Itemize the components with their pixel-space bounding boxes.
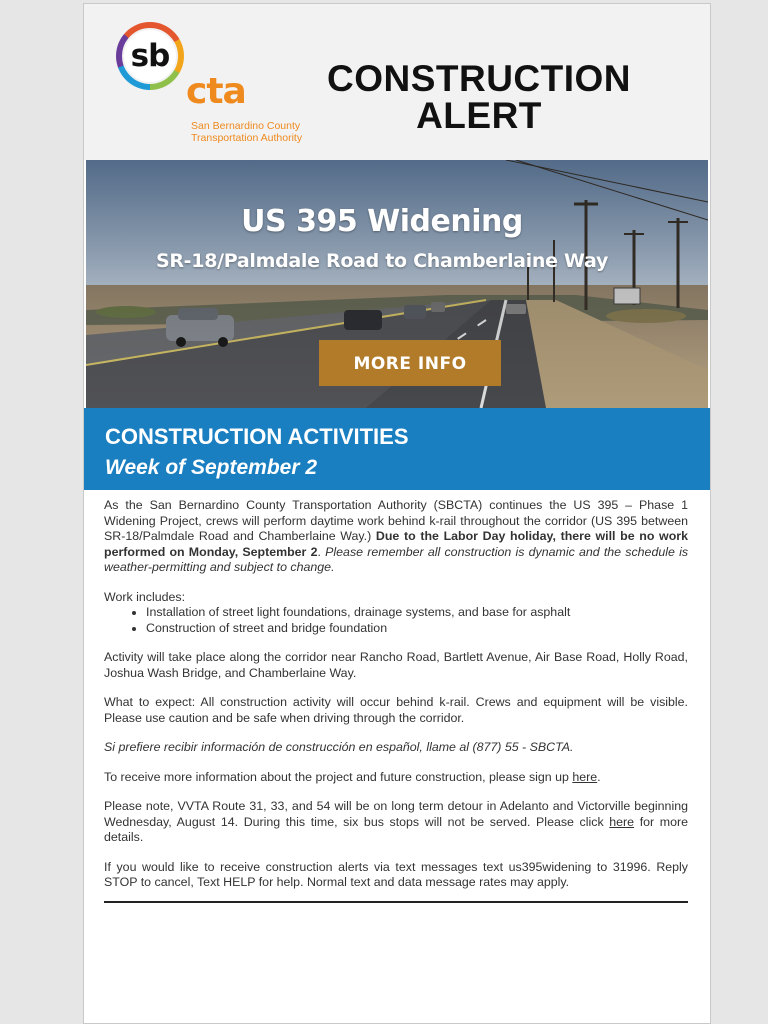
work-list (104, 605, 688, 636)
spanish-info-paragraph (104, 740, 688, 756)
email-header (84, 4, 710, 160)
vvta-details-link[interactable]: here (609, 814, 635, 829)
signup-end: . (597, 769, 601, 784)
content-divider (104, 901, 688, 903)
signup-paragraph (104, 770, 688, 786)
banner-title: US 395 Widening (241, 204, 523, 239)
sms-alerts-paragraph: If you would like to receive construction alerts via text messages text us395widening to 31996. Reply STOP to cancel, Text HELP for help. Normal text and data message rates may apply. (104, 859, 688, 889)
intro-period: . (317, 544, 326, 559)
list-item: • Installation of street light foundations, drainage systems, and base for asphalt (146, 605, 688, 621)
activity-location-paragraph: Activity will take place along the corridor near Rancho Road, Bartlett Avenue, Air Base Road, Holly Road, Joshua Wash Bridge, and Chamberlaine Way. (104, 650, 688, 680)
project-banner[interactable] (86, 160, 708, 408)
schedule-disclaimer: Please remember all construction is dynamic and the schedule is weather-permitting and subject to change. (104, 544, 689, 574)
intro-paragraph (104, 498, 688, 576)
intro-text: As the San Bernardino County Transportation Authority (SBCTA) continues the US 395 – Phase 1 Widening Project, crews will perform daytime work behind k-rail throughout the corridor (US 395 between SR-18/Palmdale Road and Chamberlaine Way.) (104, 498, 688, 543)
work-includes-label: Work includes: (104, 589, 186, 604)
alert-line-2: ALERT (416, 95, 542, 136)
vvta-detour-paragraph (104, 799, 688, 846)
more-info-button[interactable]: MORE INFO (319, 340, 501, 386)
banner-subtitle: SR-18/Palmdale Road to Chamberlaine Way (155, 250, 609, 272)
logo-cta-text: cta (186, 71, 246, 112)
signup-link[interactable]: here (572, 769, 598, 784)
what-to-expect-paragraph: What to expect: All construction activity will occur behind k-rail. Crews and equipment will be visible. Please use caution and be safe when driving through the corridor. (104, 695, 688, 725)
activities-title: CONSTRUCTION ACTIVITIES (105, 424, 409, 449)
construction-alert-heading (314, 60, 644, 134)
signup-text: To receive more information about the project and future construction, please sign up (104, 769, 573, 784)
activities-header (84, 408, 710, 490)
alert-line-1: CONSTRUCTION (326, 58, 632, 99)
activities-week: Week of September 2 (105, 456, 318, 479)
logo-agency-line2: Transportation Authority (191, 132, 303, 144)
logo-agency-line1: San Bernardino County (191, 120, 301, 132)
sbcta-logo[interactable] (116, 22, 306, 152)
message-content (104, 498, 688, 905)
logo-agency-name (191, 120, 321, 144)
spanish-info-text: Si prefiere recibir información de construcción en español, llame al (877) 55 - SBCTA. (104, 740, 574, 754)
vvta-text: Please note, VVTA Route 31, 33, and 54 will be on long term detour in Adelanto and Victorville beginning Wednesday, August 14. During this time, six bus stops will not be served. Please click (104, 799, 688, 829)
email-body (83, 3, 711, 1024)
holiday-notice: Due to the Labor Day holiday, there will be no work performed on Monday, September 2 (104, 529, 688, 559)
list-item: • Construction of street and bridge foundation (146, 621, 688, 637)
logo-sb-text: sb (130, 38, 170, 74)
vvta-end: for more details. (104, 814, 688, 844)
